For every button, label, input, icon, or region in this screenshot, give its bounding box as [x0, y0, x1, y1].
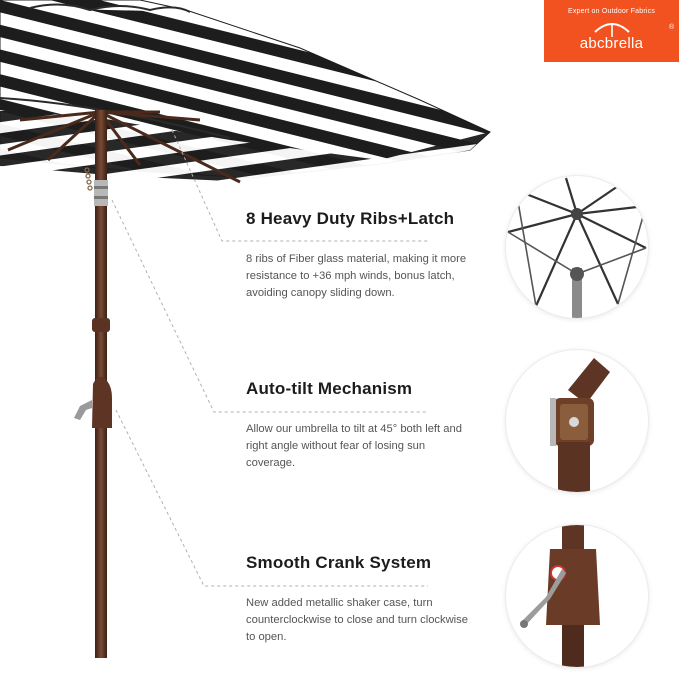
crank-closeup-icon	[506, 525, 648, 667]
ribs-closeup-icon	[506, 176, 648, 318]
feature-crank	[246, 553, 471, 646]
feature-auto-tilt	[246, 379, 471, 472]
feature-ribs	[246, 209, 471, 302]
feature-description: Allow our umbrella to tilt at 45° both left and right angle without fear of losing sun coverage.	[246, 423, 462, 469]
brand-badge	[544, 0, 679, 62]
feature-title: 8 Heavy Duty Ribs+Latch	[246, 209, 455, 228]
registered-mark: ®	[669, 24, 675, 31]
tilt-closeup-icon	[506, 350, 648, 492]
brand-name: abcbrella	[579, 35, 644, 52]
brand-tagline: Expert on Outdoor Fabrics	[567, 8, 656, 15]
ribs-detail-image	[506, 176, 648, 318]
feature-title: Auto-tilt Mechanism	[246, 379, 413, 398]
feature-title: Smooth Crank System	[246, 553, 432, 572]
feature-description: New added metallic shaker case, turn counterclockwise to close and turn clockwise to open.	[246, 597, 468, 643]
tilt-detail-image	[506, 350, 648, 492]
feature-description: 8 ribs of Fiber glass material, making it more resistance to +36 mph winds, bonus latch, avoiding canopy sliding down.	[246, 253, 467, 299]
crank-detail-image	[506, 525, 648, 667]
